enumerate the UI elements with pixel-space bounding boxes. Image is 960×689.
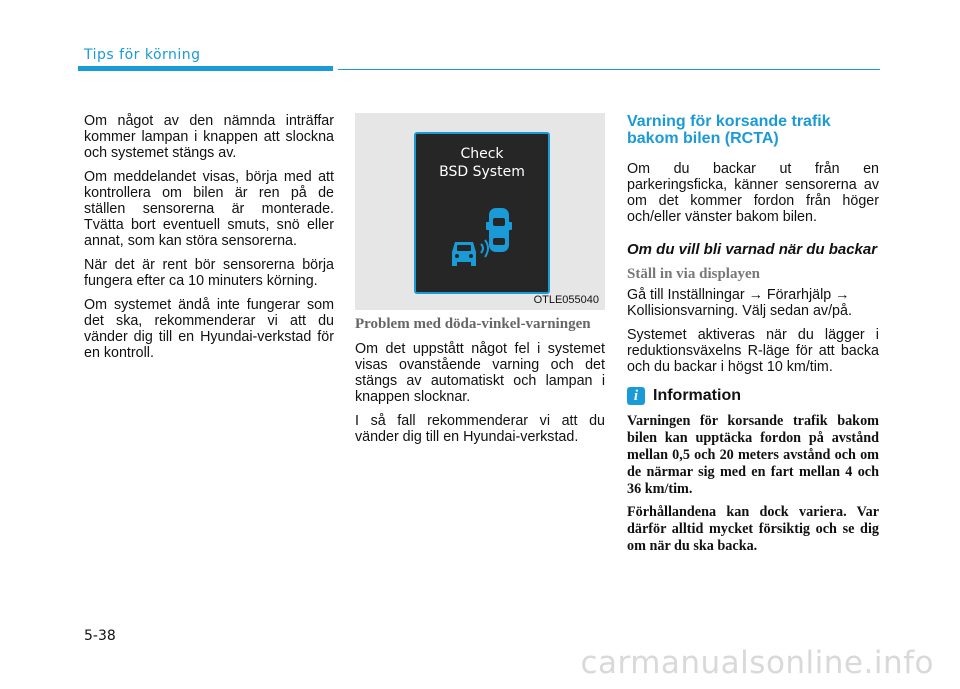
paragraph: Om du backar ut från en parkeringsficka, känner sensorerna av om det kommer fordon från höger och/eller vänster bakom bilen. (627, 161, 879, 225)
section-title: Tips för körning (84, 47, 201, 63)
display-subheading: Ställ in via displayen (627, 266, 760, 282)
paragraph: Gå till Inställningar → Förarhjälp → Kollisionsvarning. Välj sedan av/på. (627, 287, 852, 319)
cluster-display (414, 132, 550, 294)
figure-code: OTLE055040 (533, 294, 599, 306)
paragraph: Om något av den nämnda inträffar kommer lampan i knappen att slockna och systemet stängs av. (84, 113, 334, 161)
information-label: Information (653, 387, 741, 404)
paragraph: Systemet aktiveras när du lägger i reduktionsväxelns R-läge för att backa och du backar i högst 10 km/tim. (627, 327, 879, 375)
display-line-1: Check (460, 146, 504, 162)
page-number: 5-38 (84, 628, 116, 644)
paragraph: Om meddelandet visas, börja med att kontrollera om bilen är ren på de ställen sensorerna är monterade. Tvätta bort eventuell smuts, snö eller annat, som kan störa sensorerna. (84, 169, 334, 249)
bsd-figure (355, 113, 605, 310)
subheading: Om du vill bli varnad när du backar (627, 241, 878, 258)
header-rule-thick (78, 66, 333, 71)
information-header (627, 387, 879, 405)
rcta-heading: Varning för korsande trafik bakom bilen (RCTA) (627, 113, 831, 147)
info-paragraph: Förhållandena kan dock variera. Var därför alltid mycket försiktig och se dig om när du ska backa. (627, 504, 879, 554)
info-icon: i (627, 387, 645, 405)
paragraph: Om det uppstått något fel i systemet visas ovanstående varning och det stängs av automatiskt och lampan i knappen slocknar. (355, 341, 605, 405)
bsd-illustration (416, 134, 548, 292)
car-side-icon (486, 208, 512, 252)
column-3 (627, 113, 879, 561)
column-1 (84, 113, 334, 369)
paragraph: I så fall rekommenderar vi att du vänder dig till en Hyundai-verkstad. (355, 413, 605, 445)
sensor-waves-icon (481, 240, 488, 257)
display-line-2: BSD System (439, 164, 525, 180)
paragraph: Om systemet ändå inte fungerar som det ska, rekommenderar vi att du vänder dig till en Hyundai-verkstad för en kontroll. (84, 297, 334, 361)
car-rear-icon (452, 242, 476, 266)
column-2 (355, 315, 605, 453)
section-heading: Problem med döda-vinkel-varningen (355, 316, 591, 332)
watermark: carmanualsonline.info (580, 645, 934, 681)
header-rule-thin (338, 69, 880, 70)
info-paragraph: Varningen för korsande trafik bakom bilen kan upptäcka fordon på avstånd mellan 0,5 och 20 meters avstånd och om de närmar sig med en fart mellan 4 och 36 km/tim. (627, 413, 879, 497)
paragraph: När det är rent bör sensorerna börja fungera efter ca 10 minuters körning. (84, 257, 334, 289)
